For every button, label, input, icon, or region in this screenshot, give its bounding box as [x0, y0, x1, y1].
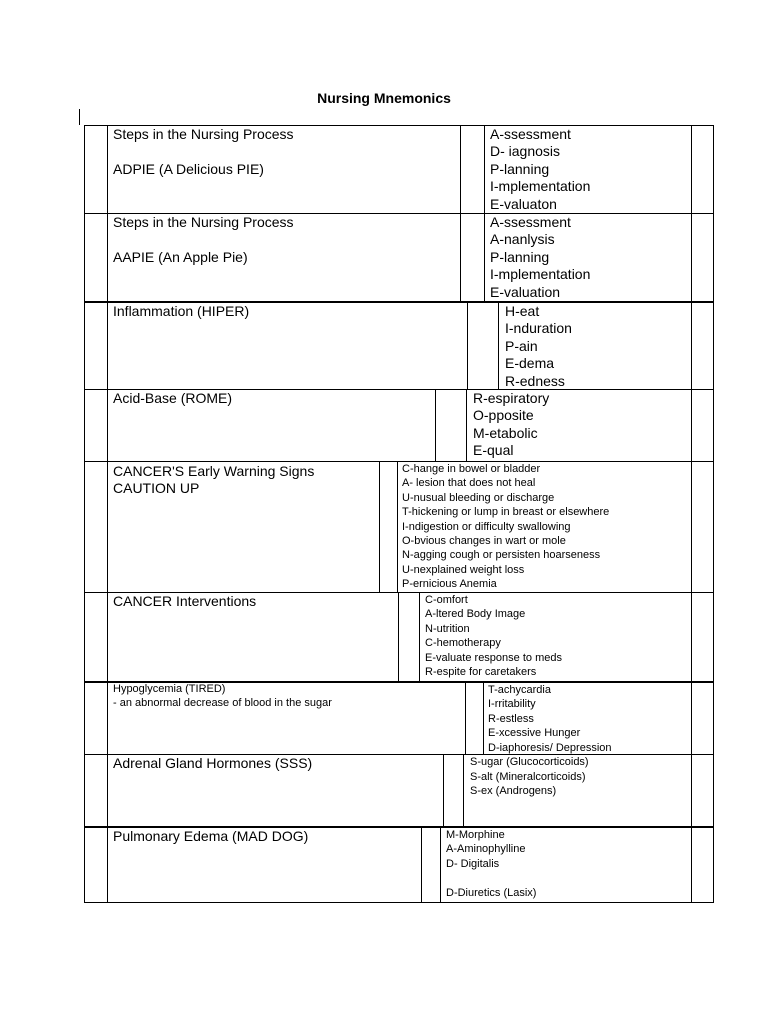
list-item: D- Digitalis: [446, 857, 500, 870]
table-row: [85, 213, 713, 301]
column-divider: [435, 390, 436, 461]
list-item: I-nduration: [505, 320, 572, 337]
list-item: A- lesion that does not heal: [402, 477, 536, 490]
list-item: M-Morphine: [446, 829, 505, 841]
list-item: S-alt (Mineralcorticoids): [470, 770, 586, 783]
mnemonics-table: [84, 125, 714, 903]
mnemonic-label: Inflammation (HIPER): [113, 303, 250, 319]
column-divider: [467, 303, 468, 389]
list-item: A-Aminophylline: [446, 843, 526, 856]
column-divider: [463, 755, 464, 826]
list-item: U-nusual bleeding or discharge: [402, 491, 555, 504]
list-item: I-mplementation: [490, 178, 591, 195]
list-item: E-qual: [473, 442, 514, 459]
column-divider: [498, 303, 499, 389]
table-row: [85, 826, 713, 902]
list-item: C-omfort: [425, 594, 468, 606]
column-divider: [397, 462, 398, 592]
mnemonic-items: [473, 390, 549, 460]
column-divider: [107, 126, 108, 213]
column-divider: [691, 214, 692, 301]
list-item: D-iaphoresis/ Depression: [488, 741, 612, 754]
mnemonic-items: [425, 593, 562, 679]
list-item: R-edness: [505, 372, 565, 389]
column-divider: [484, 214, 485, 301]
list-item: H-eat: [505, 303, 540, 319]
mnemonic-label: Hypoglycemia (TIRED) - an abnormal decrease of blood in the sugar: [113, 683, 332, 709]
list-item: P-ain: [505, 337, 538, 354]
column-divider: [465, 683, 466, 754]
mnemonic-label: Adrenal Gland Hormones (SSS): [113, 755, 313, 771]
list-item: C-hange in bowel or bladder: [402, 463, 541, 475]
page-title: Nursing Mnemonics: [317, 90, 451, 106]
column-divider: [107, 828, 108, 902]
column-divider: [440, 828, 441, 902]
list-item: A-ssessment: [490, 126, 571, 142]
mnemonic-items: [490, 214, 590, 301]
mnemonic-items: [488, 683, 612, 755]
list-item: D- iagnosis: [490, 143, 561, 160]
list-item: [446, 871, 536, 885]
list-item: S-ex (Androgens): [470, 785, 557, 798]
column-divider: [107, 390, 108, 461]
table-row: [85, 301, 713, 389]
column-divider: [460, 126, 461, 213]
mnemonic-label: Pulmonary Edema (MAD DOG): [113, 828, 309, 844]
column-divider: [107, 462, 108, 592]
list-item: O-pposite: [473, 407, 534, 424]
column-divider: [107, 214, 108, 301]
list-item: O-bvious changes in wart or mole: [402, 535, 566, 548]
text-cursor: [79, 109, 80, 125]
list-item: R-espite for caretakers: [425, 666, 537, 679]
column-divider: [421, 828, 422, 902]
column-divider: [691, 462, 692, 592]
table-row: [85, 681, 713, 754]
list-item: T-hickening or lump in breast or elsewhere: [402, 506, 610, 519]
list-item: E-dema: [505, 355, 555, 372]
mnemonic-label: CANCER Interventions: [113, 593, 257, 609]
list-item: T-achycardia: [488, 684, 551, 696]
list-item: E-valuate response to meds: [425, 651, 562, 664]
list-item: D-Diuretics (Lasix): [446, 886, 537, 899]
list-item: P-ernicious Anemia: [402, 578, 497, 591]
column-divider: [107, 593, 108, 681]
table-row: [85, 754, 713, 826]
list-item: P-lanning: [490, 248, 550, 265]
table-row: [85, 389, 713, 461]
list-item: C-hemotherapy: [425, 637, 501, 650]
list-item: I-ndigestion or difficulty swallowing: [402, 520, 571, 533]
list-item: N-agging cough or persisten hoarseness: [402, 549, 601, 562]
list-item: N-utrition: [425, 622, 470, 635]
column-divider: [419, 593, 420, 681]
list-item: R-espiratory: [473, 390, 550, 406]
column-divider: [691, 828, 692, 902]
list-item: E-valuation: [490, 283, 561, 300]
column-divider: [484, 126, 485, 213]
table-row: [85, 461, 713, 592]
list-item: S-ugar (Glucocorticoids): [470, 756, 589, 768]
mnemonic-items: [470, 755, 589, 799]
table-row: [85, 592, 713, 681]
column-divider: [107, 755, 108, 826]
column-divider: [466, 390, 467, 461]
list-item: A-ssessment: [490, 214, 571, 230]
column-divider: [691, 755, 692, 826]
mnemonic-label: CANCER'S Early Warning Signs CAUTION UP: [113, 463, 315, 497]
list-item: E-xcessive Hunger: [488, 727, 581, 740]
list-item: A-nanlysis: [490, 231, 555, 248]
list-item: A-ltered Body Image: [425, 608, 526, 621]
list-item: R-estless: [488, 712, 534, 725]
column-divider: [460, 214, 461, 301]
mnemonic-label: Acid-Base (ROME): [113, 390, 233, 406]
list-item: I-rritability: [488, 698, 536, 711]
column-divider: [691, 390, 692, 461]
mnemonic-label: Steps in the Nursing Process AAPIE (An Apple Pie): [113, 214, 294, 265]
table-row: [85, 126, 713, 213]
column-divider: [483, 683, 484, 754]
mnemonic-label: Steps in the Nursing Process ADPIE (A Delicious PIE): [113, 126, 294, 177]
column-divider: [691, 303, 692, 389]
column-divider: [691, 593, 692, 681]
mnemonic-items: [490, 126, 590, 213]
list-item: P-lanning: [490, 160, 550, 177]
column-divider: [107, 683, 108, 754]
column-divider: [691, 683, 692, 754]
list-item: U-nexplained weight loss: [402, 563, 525, 576]
column-divider: [443, 755, 444, 826]
column-divider: [379, 462, 380, 592]
list-item: E-valuaton: [490, 195, 557, 212]
list-item: I-mplementation: [490, 266, 591, 283]
mnemonic-items: [446, 828, 536, 900]
list-item: M-etabolic: [473, 424, 538, 441]
mnemonic-items: [402, 462, 609, 592]
column-divider: [398, 593, 399, 681]
mnemonic-items: [505, 303, 572, 390]
column-divider: [691, 126, 692, 213]
column-divider: [107, 303, 108, 389]
